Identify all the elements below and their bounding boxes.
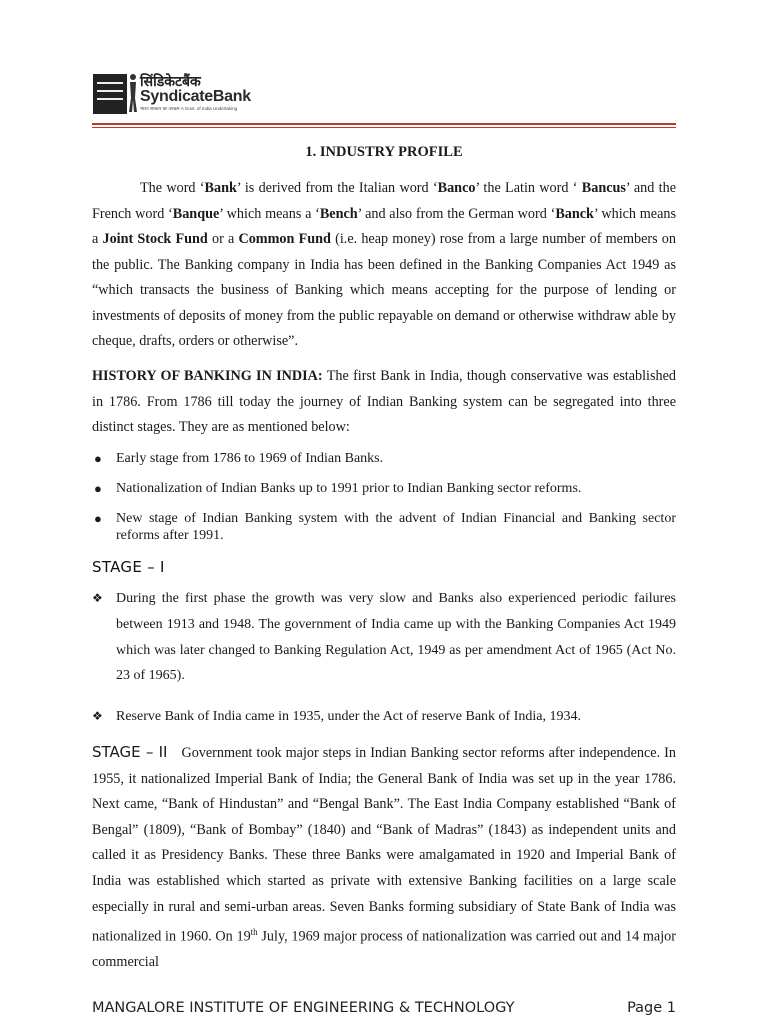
footer-institute: MANGALORE INSTITUTE OF ENGINEERING & TECHNOLOGY: [92, 1000, 515, 1016]
figure-emblem-icon: [127, 72, 139, 114]
header-rule-thin: [92, 127, 676, 128]
logo-hindi-text: सिंडिकेटबैंक: [140, 74, 201, 90]
diamond-bullet-icon: ❖: [92, 709, 103, 724]
list-item: ❖ Reserve Bank of India came in 1935, under the Act of reserve Bank of India, 1934.: [92, 704, 676, 730]
list-item: ● Early stage from 1786 to 1969 of Indian Banks.: [94, 451, 384, 466]
syndicate-bank-logo: [93, 70, 251, 116]
list-item: ❖ During the first phase the growth was very slow and Banks also experienced periodic failures between 1913 and 1948. The government of India came up with the Banking Companies Act 1949 which was later changed to Banking Regulation Act, 1949 as per amendment Act of 1965 (Act No. 23 of 1965).: [92, 586, 676, 689]
stage-1-list: [92, 586, 676, 730]
stages-bullet-list: [92, 450, 676, 544]
header-rule: [92, 123, 676, 125]
bank-emblem-icon: [93, 74, 127, 114]
diamond-bullet-icon: ❖: [92, 591, 103, 605]
bullet-icon: ●: [94, 481, 102, 496]
intro-paragraph: The word ‘Bank’ is derived from the Italian word ‘Banco’ the Latin word ‘ Bancus’ and the French word ‘Banque’ which means a ‘Bench’ and also from the German word ‘Banck’ which means a Joint Stock Fund or a Common Fund (i.e. heap money) rose from a large number of members on the public. The Banking company in India has been defined in the Banking Companies Act 1949 as “which transacts the business of Banking which means accepting for the purpose of lending or investments of deposits of money from the public repayable on demand or otherwise withdraw able by cheque, drafts, orders or otherwise”.: [92, 180, 677, 349]
logo-brand-text: SyndicateBank: [140, 88, 251, 105]
history-heading: HISTORY OF BANKING IN INDIA:: [92, 368, 323, 384]
list-item: ● New stage of Indian Banking system with the advent of Indian Financial and Banking sector reforms after 1991.: [94, 511, 676, 543]
stage-2-heading: STAGE – II: [92, 743, 168, 761]
bullet-icon: ●: [94, 511, 102, 526]
logo-tagline: भारत सरकार का उपक्रम A Govt. of India Undertaking: [140, 106, 238, 111]
section-title: 1. INDUSTRY PROFILE: [305, 144, 463, 160]
stage-1-heading: STAGE – I: [92, 558, 165, 576]
footer-page-number: Page 1: [627, 1000, 676, 1016]
list-item: ● Nationalization of Indian Banks up to 1991 prior to Indian Banking sector reforms.: [94, 481, 582, 496]
stage-2-paragraph: STAGE – II Government took major steps in Indian Banking sector reforms after independence. In 1955, it nationalized Imperial Bank of India; the General Bank of India was set up in the year 1786. Next came, “Bank of Hindustan” and “Bengal Bank”. The East India Company established “Bank of Bengal” (1809), “Bank of Bombay” (1840) and “Bank of Madras” (1843) as independent units and called it as Presidency Banks. These three Banks were amalgamated in 1920 and Imperial Bank of India was established which started as private with extensive Banking facilities on a large scale especially in rural and semi-urban areas. Seven Banks forming subsidiary of State Bank of India was nationalized in 1960. On 19th July, 1969 major process of nationalization was carried out and 14 major commercial: [92, 743, 676, 971]
history-paragraph: HISTORY OF BANKING IN INDIA: The first Bank in India, though conservative was established in 1786. From 1786 till today the journey of Indian Banking system can be segregated into three distinct stages. They are as mentioned below:: [92, 368, 676, 435]
bullet-icon: ●: [94, 451, 102, 466]
